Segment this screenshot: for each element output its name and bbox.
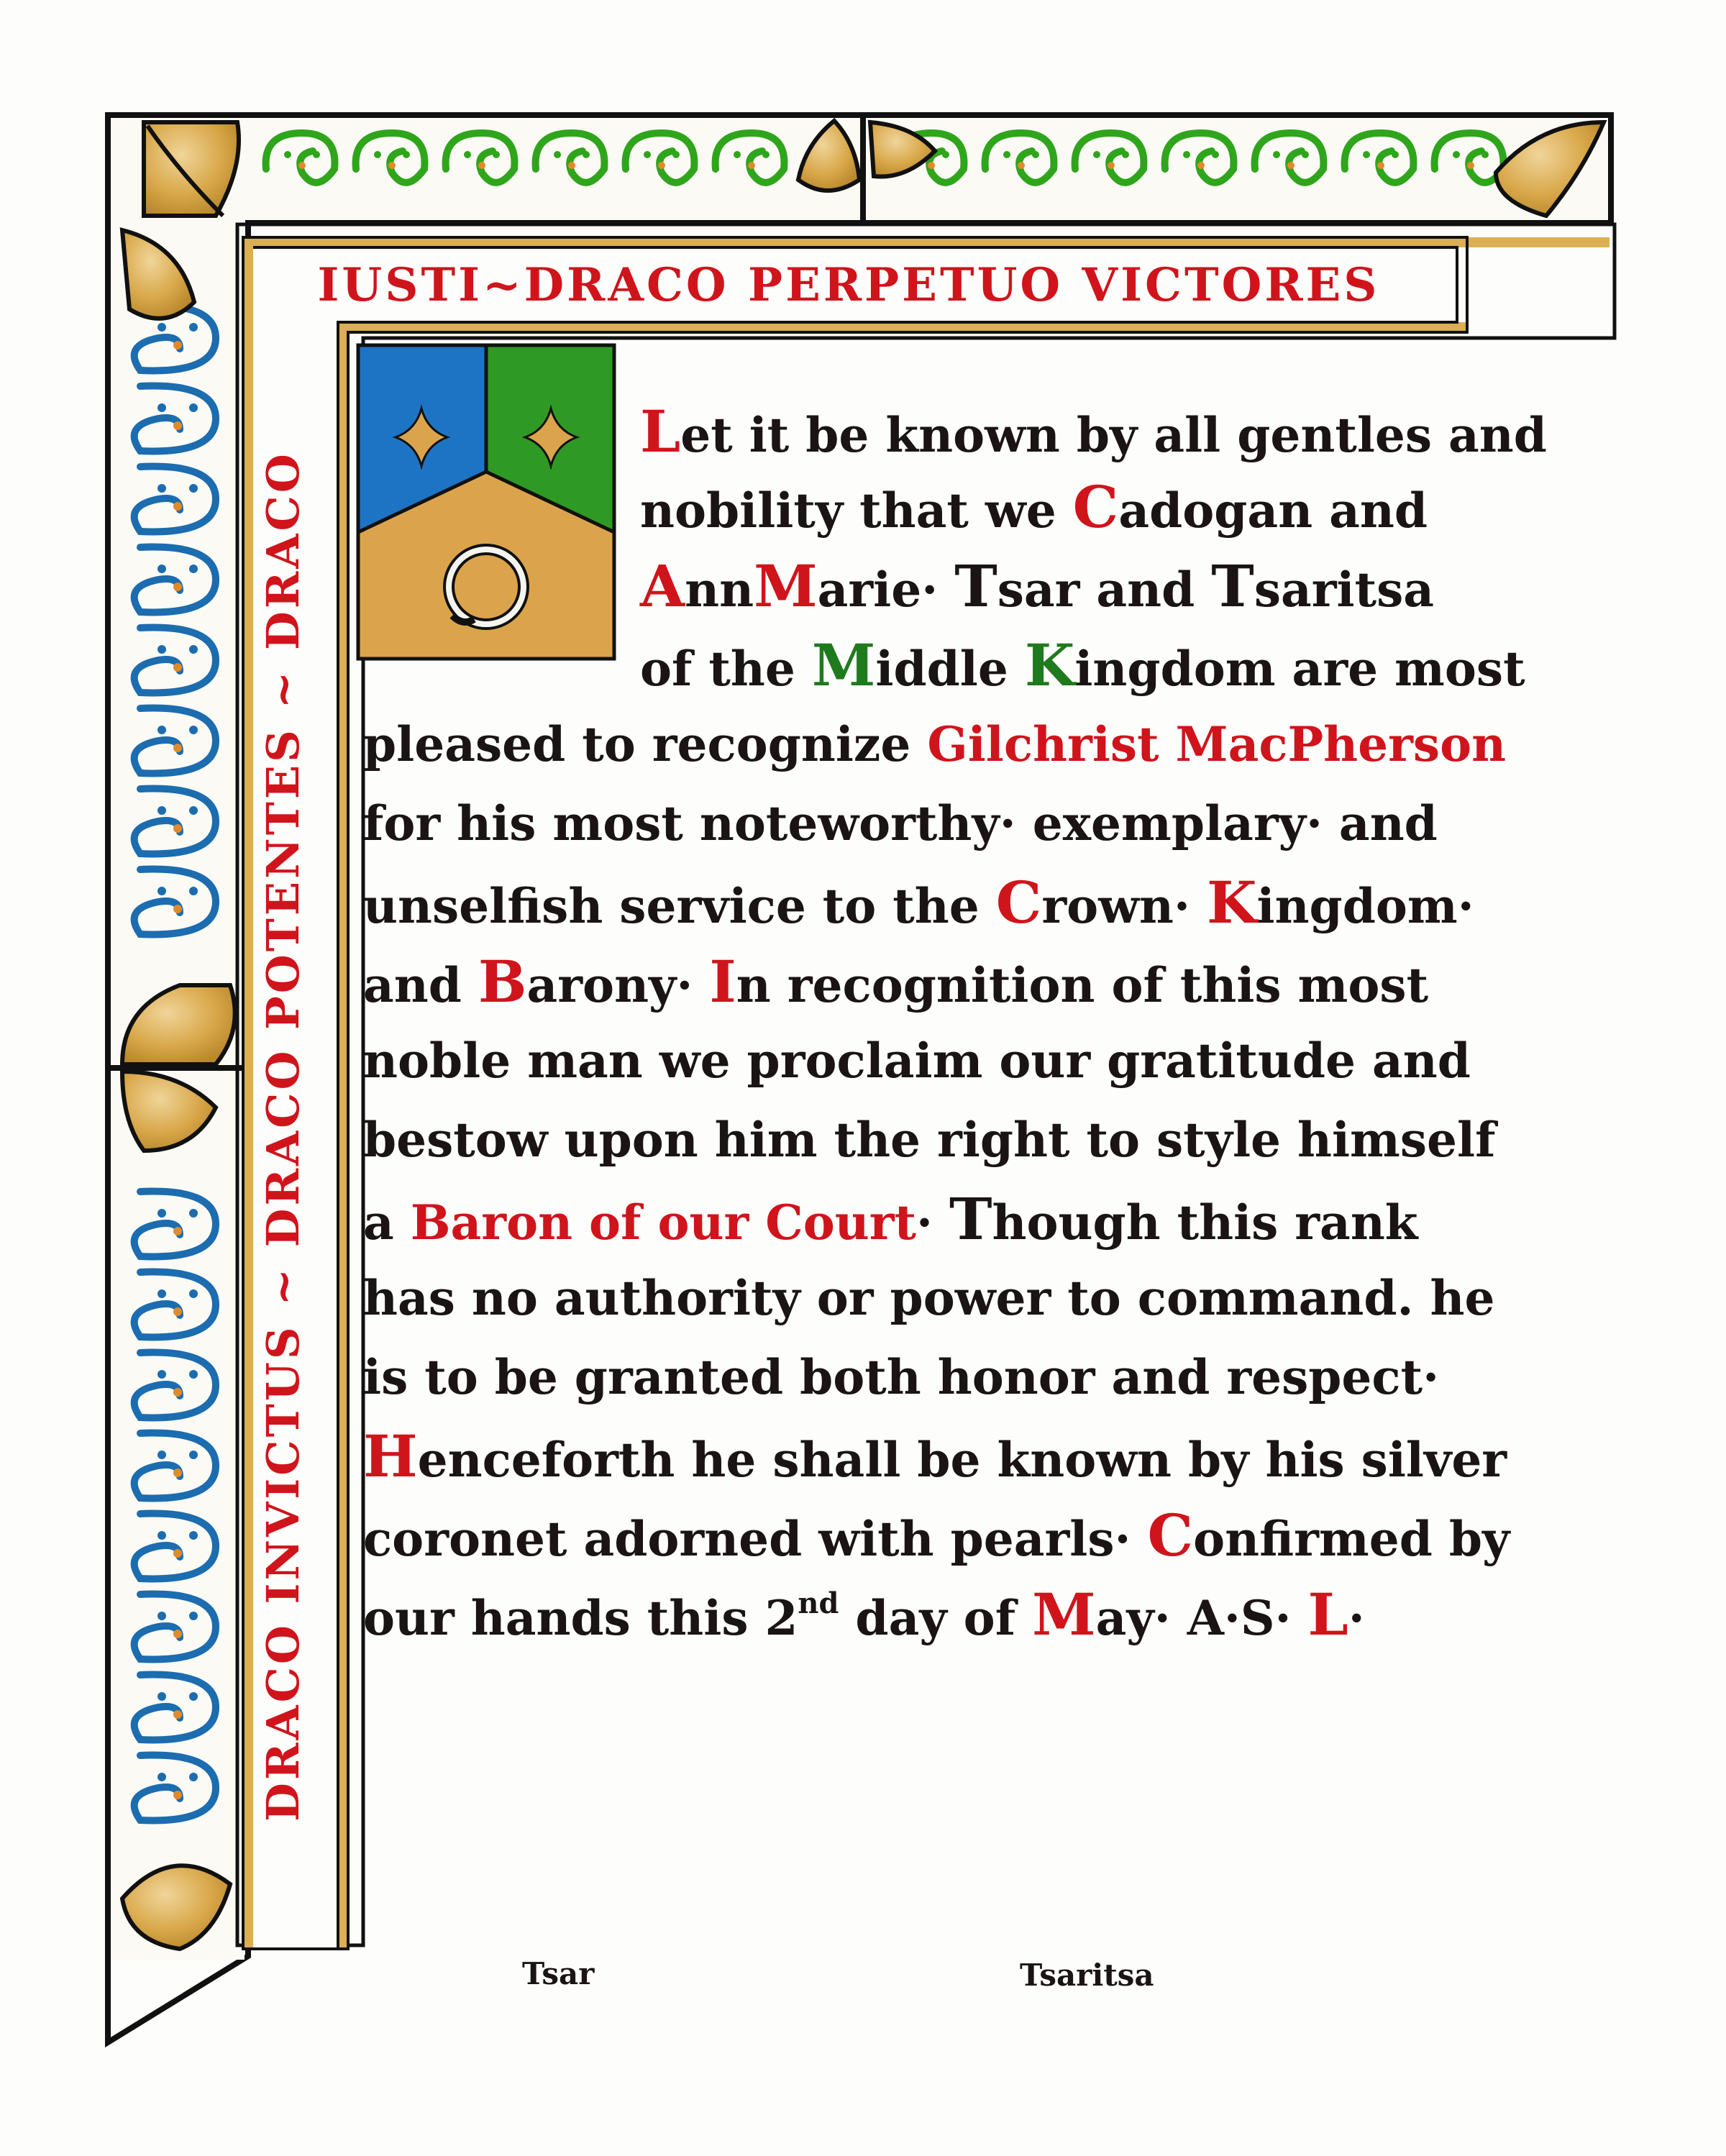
versal-initial: M [1032, 1581, 1096, 1648]
text-run: rown· [1041, 878, 1207, 934]
scroll-dot [478, 162, 485, 169]
text-run: noble man we proclaim our gratitude and [363, 1033, 1471, 1089]
text-run: nn [685, 562, 754, 618]
text-line [363, 1179, 1418, 1263]
text-line [363, 784, 1438, 864]
scroll-dot [189, 323, 198, 332]
text-run: adogan and [1118, 483, 1428, 539]
scroll-dot [1003, 151, 1010, 158]
ordinal-suffix: nd [798, 1586, 839, 1620]
text-run: ay· A·S· [1095, 1590, 1308, 1646]
side-motto: DRACO INVICTUS ~ DRACO POTENTES ~ DRACO [256, 451, 309, 1822]
text-run: saritsa [1254, 562, 1434, 618]
text-run: Gilchrist MacPherson [927, 716, 1507, 772]
scroll-dot [173, 1307, 182, 1316]
scroll-dot [189, 726, 198, 734]
text-line [640, 626, 1525, 709]
scroll-dot [189, 806, 198, 815]
text-run: iddle [875, 641, 1025, 697]
scroll-dot [644, 151, 651, 158]
text-line [363, 1100, 1496, 1180]
text-line [363, 942, 1428, 1026]
text-run: unselfish service to the [363, 878, 996, 934]
versal-initial: T [954, 552, 997, 620]
scroll-dot [1453, 151, 1460, 158]
text-line [363, 705, 1506, 785]
text-line [363, 1575, 1365, 1658]
scroll-dot [173, 1630, 182, 1638]
scroll-dot [1018, 162, 1025, 169]
scroll-dot [173, 1549, 182, 1558]
versal-initial: T [949, 1185, 992, 1253]
versal-initial: M [811, 631, 876, 699]
scroll-dot [388, 162, 396, 169]
text-run: has no authority or power to command. he [363, 1270, 1495, 1326]
text-run: sar and [997, 562, 1212, 618]
scroll-dot [157, 1370, 166, 1379]
scroll-dot [189, 1209, 198, 1218]
text-run: pleased to recognize [363, 716, 928, 772]
scroll-dot [189, 403, 198, 412]
scroll-dot [1183, 151, 1190, 158]
scroll-dot [157, 403, 166, 412]
scroll-dot [173, 583, 182, 591]
scroll-dot [762, 151, 770, 158]
scroll-dot [1032, 151, 1039, 158]
scroll-dot [189, 1692, 198, 1701]
text-line [363, 863, 1474, 946]
scroll-dot [173, 744, 182, 752]
scroll-dot [173, 502, 182, 511]
scroll-dot [189, 1531, 198, 1540]
scroll-dot [748, 162, 755, 169]
scroll-dot [928, 162, 935, 169]
scroll-dot [583, 151, 590, 158]
scroll-dot [157, 1289, 166, 1298]
scroll-dot [1481, 151, 1489, 158]
scroll-dot [1302, 151, 1309, 158]
scroll-dot [189, 1451, 198, 1459]
scroll-dot [173, 341, 182, 350]
text-run: ingdom are most [1074, 641, 1525, 697]
scroll-dot [374, 151, 381, 158]
scroll-dot [189, 887, 198, 895]
scroll-dot [1197, 162, 1205, 169]
text-run: hough this rank [992, 1195, 1418, 1251]
text-run: Baron of our Court [410, 1195, 916, 1251]
scroll-dot [173, 421, 182, 430]
scroll-dot [157, 484, 166, 493]
scroll-dot [157, 1692, 166, 1701]
scroll-dot [157, 726, 166, 734]
text-run: · [1348, 1590, 1365, 1646]
text-line [640, 547, 1434, 630]
scroll-dot [554, 151, 561, 158]
signature-label-tsar: Tsar [522, 1956, 595, 1991]
text-run: · [916, 1195, 949, 1251]
text-run: enceforth he shall be known by his silver [417, 1432, 1507, 1488]
text-run: day of [839, 1590, 1033, 1646]
text-run: et it be known by all gentles and [680, 407, 1547, 463]
text-line [363, 1259, 1494, 1338]
coat-of-arms-shield [355, 342, 617, 662]
scroll-dot [1467, 162, 1474, 169]
scroll-dot [464, 151, 471, 158]
text-run: bestow upon him the right to style himself [363, 1112, 1496, 1168]
scroll-dot [1093, 151, 1100, 158]
scroll-dot [568, 162, 575, 169]
versal-initial: H [363, 1422, 418, 1490]
text-line [363, 1021, 1471, 1101]
text-run: arie· [817, 562, 955, 618]
scroll-dot [173, 824, 182, 833]
versal-initial: K [1206, 869, 1257, 936]
text-run: arony· [526, 957, 710, 1013]
scroll-dot [189, 565, 198, 573]
scroll-dot [1108, 162, 1115, 169]
scroll-dot [1212, 151, 1219, 158]
scroll-dot [1287, 162, 1294, 169]
scroll-dot [173, 1710, 182, 1719]
versal-initial: C [995, 869, 1042, 936]
scroll-dot [313, 151, 320, 158]
versal-initial: C [1072, 473, 1119, 541]
scroll-dot [298, 162, 306, 169]
scroll-dot [189, 645, 198, 654]
scroll-dot [1363, 151, 1370, 158]
text-run: n recognition of this most [736, 957, 1429, 1013]
text-line [640, 392, 1547, 475]
scroll-dot [173, 1791, 182, 1799]
scroll-dot [157, 806, 166, 815]
scroll-dot [1377, 162, 1384, 169]
text-run: our hands this 2 [363, 1590, 798, 1646]
text-run: and [363, 957, 478, 1013]
text-run: onfirmed by [1193, 1511, 1510, 1567]
scroll-dot [157, 887, 166, 895]
text-line [363, 1417, 1507, 1500]
text-line [363, 1496, 1510, 1579]
scroll-dot [157, 323, 166, 332]
text-run: a [363, 1195, 411, 1251]
scroll-dot [173, 663, 182, 672]
scroll-dot [284, 151, 291, 158]
text-line [640, 467, 1428, 551]
versal-initial: B [478, 948, 527, 1015]
versal-initial: T [1211, 552, 1254, 620]
text-line [363, 1338, 1439, 1417]
text-run: ingdom· [1256, 878, 1474, 934]
scroll-dot [189, 1773, 198, 1781]
versal-initial: C [1147, 1502, 1194, 1569]
top-motto: IUSTI~DRACO PERPETUO VICTORES [317, 257, 1380, 312]
versal-initial: L [640, 398, 681, 465]
scroll-dot [189, 1370, 198, 1379]
scroll-dot [493, 151, 500, 158]
scroll-dot [157, 645, 166, 654]
text-run: coronet adorned with pearls· [363, 1511, 1148, 1567]
side-motto-container [252, 331, 314, 1942]
scroll-dot [157, 565, 166, 573]
scroll-dot [173, 1388, 182, 1397]
versal-initial: M [754, 552, 818, 620]
scroll-dot [189, 484, 198, 493]
versal-initial: K [1024, 631, 1075, 699]
versal-initial: L [1307, 1581, 1348, 1648]
scroll-dot [157, 1531, 166, 1540]
versal-initial: A [640, 552, 685, 620]
text-run: is to be granted both honor and respect· [363, 1349, 1440, 1405]
scroll-dot [173, 905, 182, 913]
scroll-dot [1273, 151, 1280, 158]
signature-label-tsaritsa: Tsaritsa [1020, 1958, 1154, 1993]
text-run: nobility that we [640, 483, 1073, 539]
scroll-dot [1392, 151, 1399, 158]
scroll-dot [672, 151, 680, 158]
versal-initial: I [709, 948, 736, 1015]
scroll-dot [157, 1612, 166, 1620]
text-run: for his most noteworthy· exemplary· and [363, 795, 1438, 851]
scroll-dot [942, 151, 949, 158]
scroll-dot [734, 151, 741, 158]
text-run: of the [640, 641, 812, 697]
scroll-dot [157, 1451, 166, 1459]
scroll-dot [403, 151, 410, 158]
scroll-dot [189, 1289, 198, 1298]
scroll-dot [173, 1227, 182, 1235]
scroll-dot [157, 1209, 166, 1218]
scroll-dot [157, 1773, 166, 1781]
scroll-dot [1122, 151, 1129, 158]
scroll-dot [189, 1612, 198, 1620]
scroll-dot [173, 1468, 182, 1477]
scroll-dot [658, 162, 665, 169]
